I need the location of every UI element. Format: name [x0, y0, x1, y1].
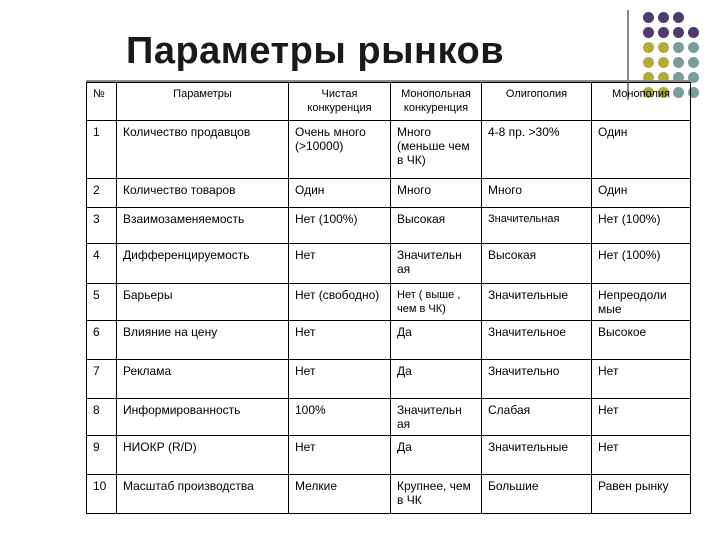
row-parameter: Реклама — [117, 360, 289, 399]
cell-pure-competition: Нет (свободно) — [289, 284, 391, 321]
table-row — [87, 284, 691, 321]
cell-monopoly: Один — [592, 179, 691, 208]
cell-monopolistic-competition: Да — [391, 321, 482, 360]
cell-pure-competition: Нет — [289, 360, 391, 399]
cell-monopoly: Нет (100%) — [592, 208, 691, 244]
header-parameters: Параметры — [117, 83, 289, 121]
cell-monopolistic-competition: Да — [391, 360, 482, 399]
row-parameter: Взаимозаменяемость — [117, 208, 289, 244]
decorative-dot — [688, 27, 699, 38]
decorative-dot — [658, 57, 669, 68]
decorative-dot — [658, 27, 669, 38]
cell-monopoly: Нет — [592, 360, 691, 399]
decorative-dot — [673, 42, 684, 53]
row-parameter: Барьеры — [117, 284, 289, 321]
decorative-dot — [643, 42, 654, 53]
cell-oligopoly: 4-8 пр. >30% — [482, 121, 592, 179]
cell-pure-competition: 100% — [289, 399, 391, 436]
row-parameter: Дифференцируемость — [117, 244, 289, 284]
row-number: 10 — [87, 475, 117, 514]
row-parameter: Количество товаров — [117, 179, 289, 208]
table-row — [87, 244, 691, 284]
header-monopolistic-competition: Монопольная конкуренция — [391, 83, 482, 121]
cell-oligopoly: Значительная — [482, 208, 592, 244]
cell-oligopoly: Значительные — [482, 436, 592, 475]
cell-monopolistic-competition: Высокая — [391, 208, 482, 244]
decorative-dot — [688, 42, 699, 53]
decorative-dot — [688, 57, 699, 68]
cell-monopoly: Равен рынку — [592, 475, 691, 514]
cell-monopolistic-competition: Много — [391, 179, 482, 208]
decorative-dot — [643, 57, 654, 68]
row-parameter: Информированность — [117, 399, 289, 436]
table-row — [87, 436, 691, 475]
row-parameter: Влияние на цену — [117, 321, 289, 360]
decorative-dot — [673, 12, 684, 23]
cell-oligopoly: Большие — [482, 475, 592, 514]
row-number: 7 — [87, 360, 117, 399]
cell-monopoly: Нет — [592, 436, 691, 475]
cell-monopolistic-competition: Много (меньше чем в ЧК) — [391, 121, 482, 179]
decorative-dot — [658, 12, 669, 23]
cell-monopoly: Один — [592, 121, 691, 179]
row-number: 6 — [87, 321, 117, 360]
decorative-dot — [673, 27, 684, 38]
cell-oligopoly: Слабая — [482, 399, 592, 436]
row-number: 8 — [87, 399, 117, 436]
cell-monopolistic-competition: Нет ( выше , чем в ЧК) — [391, 284, 482, 321]
row-number: 4 — [87, 244, 117, 284]
row-parameter: Масштаб производства — [117, 475, 289, 514]
row-parameter: Количество продавцов — [117, 121, 289, 179]
table-row — [87, 179, 691, 208]
cell-oligopoly: Значительные — [482, 284, 592, 321]
market-parameters-table — [86, 82, 691, 514]
row-number: 9 — [87, 436, 117, 475]
row-number: 3 — [87, 208, 117, 244]
header-oligopoly: Олигополия — [482, 83, 592, 121]
table-row — [87, 121, 691, 179]
header-pure-competition: Чистая конкуренция — [289, 83, 391, 121]
table-row — [87, 475, 691, 514]
decorative-dot — [643, 12, 654, 23]
cell-monopoly: Высокое — [592, 321, 691, 360]
cell-pure-competition: Очень много (>10000) — [289, 121, 391, 179]
cell-pure-competition: Один — [289, 179, 391, 208]
table-row — [87, 208, 691, 244]
cell-oligopoly: Высокая — [482, 244, 592, 284]
row-number: 5 — [87, 284, 117, 321]
cell-monopoly: Нет (100%) — [592, 244, 691, 284]
header-monopoly: Монополия — [592, 83, 691, 121]
cell-monopolistic-competition: Да — [391, 436, 482, 475]
table-row — [87, 321, 691, 360]
row-number: 1 — [87, 121, 117, 179]
cell-pure-competition: Нет — [289, 244, 391, 284]
page-title: Параметры рынков — [126, 30, 505, 72]
decorative-dot — [673, 57, 684, 68]
cell-pure-competition: Нет — [289, 321, 391, 360]
row-number: 2 — [87, 179, 117, 208]
cell-oligopoly: Значительное — [482, 321, 592, 360]
table-header-row — [87, 83, 691, 121]
cell-monopolistic-competition: Значительн ая — [391, 399, 482, 436]
cell-monopolistic-competition: Значительн ая — [391, 244, 482, 284]
decorative-dot — [658, 42, 669, 53]
cell-monopoly: Непреодоли мые — [592, 284, 691, 321]
table-row — [87, 360, 691, 399]
cell-pure-competition: Нет — [289, 436, 391, 475]
header-number: № — [87, 83, 117, 121]
decorative-dot — [643, 27, 654, 38]
cell-monopoly: Нет — [592, 399, 691, 436]
cell-pure-competition: Мелкие — [289, 475, 391, 514]
cell-oligopoly: Много — [482, 179, 592, 208]
table-row — [87, 399, 691, 436]
row-parameter: НИОКР (R/D) — [117, 436, 289, 475]
cell-oligopoly: Значительно — [482, 360, 592, 399]
cell-monopolistic-competition: Крупнее, чем в ЧК — [391, 475, 482, 514]
cell-pure-competition: Нет (100%) — [289, 208, 391, 244]
